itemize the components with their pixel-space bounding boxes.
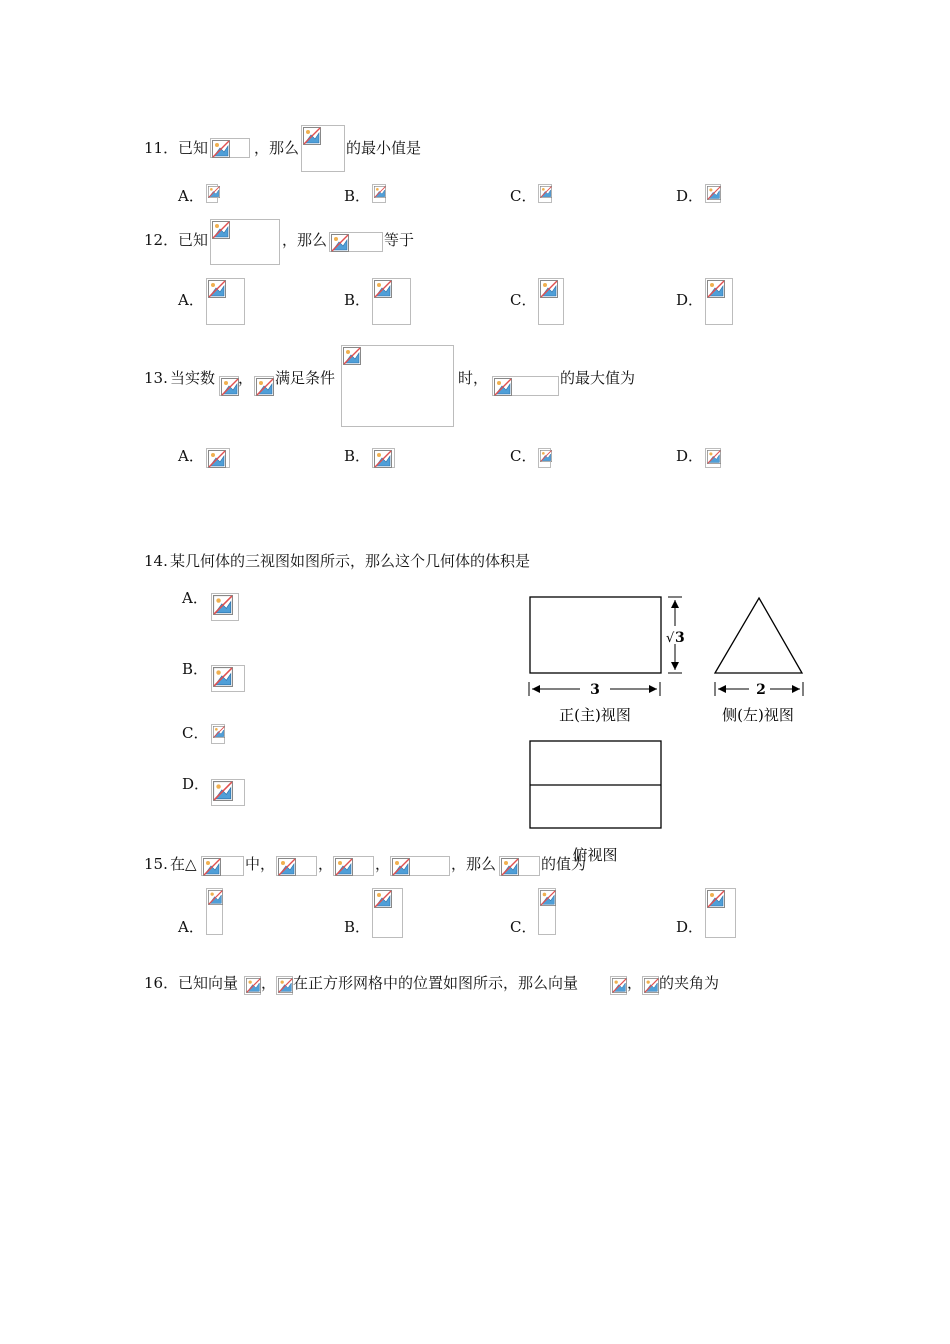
three-view-figure (520, 588, 820, 870)
broken-image-icon (212, 140, 230, 158)
option-image (372, 448, 395, 468)
broken-image-icon (208, 890, 223, 905)
q15-comma-2: ， (375, 855, 391, 873)
front-view-label: 正(主)视图 (559, 706, 631, 724)
q15-option-d: D． (676, 918, 704, 936)
q11-text-pre: 已知 (178, 139, 209, 157)
broken-image-icon (208, 280, 226, 298)
option-image (538, 448, 551, 468)
q15-option-b: B． (344, 918, 371, 936)
q15-text-then: ，那么 (451, 855, 497, 873)
formula-image (201, 856, 244, 876)
side-view-triangle (715, 598, 802, 673)
q15-comma-1: ， (318, 855, 334, 873)
option-image (705, 278, 733, 325)
q15-text-post: 的值为 (541, 855, 587, 873)
q11-option-a: A． (178, 187, 204, 205)
q12-text-pre: 已知 (178, 231, 209, 249)
broken-image-icon (540, 280, 558, 298)
q13-option-a: A． (178, 447, 204, 465)
option-image (206, 278, 245, 325)
broken-image-icon (374, 186, 386, 198)
broken-image-icon (256, 378, 274, 396)
q13-comma: ， (238, 369, 254, 387)
q15-text-pre: 在△ (170, 855, 197, 873)
broken-image-icon (540, 890, 556, 906)
option-image (372, 888, 403, 938)
broken-image-icon (707, 280, 725, 298)
q11-text-mid: ，那么 (254, 139, 300, 157)
formula-image (276, 976, 293, 995)
option-image (206, 448, 230, 468)
q13-text-when: 时， (458, 369, 489, 387)
formula-image (219, 376, 239, 396)
broken-image-icon (374, 450, 392, 468)
side-view-label: 侧(左)视图 (722, 706, 794, 724)
formula-image (276, 856, 317, 876)
q16-comma-1: ， (261, 974, 277, 992)
formula-image (390, 856, 450, 876)
broken-image-icon (644, 978, 659, 993)
broken-image-icon (612, 978, 627, 993)
broken-image-icon (707, 450, 721, 464)
broken-image-icon (707, 186, 721, 200)
q12-option-c: C． (510, 291, 537, 309)
broken-image-icon (501, 858, 519, 876)
formula-image (499, 856, 540, 876)
q14-option-d: D． (182, 775, 210, 793)
q13-option-d: D． (676, 447, 704, 465)
formula-image (301, 125, 345, 172)
broken-image-icon (707, 890, 725, 908)
broken-image-icon (203, 858, 221, 876)
broken-image-icon (246, 978, 261, 993)
front-height-label: 3 (675, 630, 685, 646)
option-image (705, 888, 736, 938)
q14-option-b: B． (182, 660, 209, 678)
formula-image (341, 345, 454, 427)
q16-text-mid: 在正方形网格中的位置如图所示，那么向量 (293, 974, 579, 992)
broken-image-icon (540, 186, 552, 198)
q11-option-d: D． (676, 187, 704, 205)
option-image (211, 593, 239, 621)
broken-image-icon (303, 127, 321, 145)
q11-number: 11． (144, 139, 179, 157)
formula-image (492, 376, 559, 396)
q11-text-post: 的最小值是 (346, 139, 422, 157)
option-image (705, 184, 721, 203)
option-image (372, 184, 386, 203)
broken-image-icon (331, 234, 349, 252)
broken-image-icon (343, 347, 361, 365)
q15-option-c: C． (510, 918, 537, 936)
option-image (206, 184, 218, 203)
q15-number: 15. (144, 855, 168, 873)
top-view-label: 俯视图 (572, 846, 618, 864)
option-image (206, 888, 223, 935)
q15-text-mid: 中， (245, 855, 276, 873)
q11-option-c: C． (510, 187, 537, 205)
q16-text-pre: 已知向量 (178, 974, 239, 992)
q14-option-a: A． (182, 589, 208, 607)
option-image (538, 278, 564, 325)
q12-option-b: B． (344, 291, 371, 309)
broken-image-icon (213, 667, 233, 687)
option-image (211, 724, 225, 744)
option-image (211, 665, 245, 692)
q12-option-d: D． (676, 291, 704, 309)
broken-image-icon (278, 978, 293, 993)
formula-image (244, 976, 261, 995)
q15-option-a: A． (178, 918, 204, 936)
formula-image (210, 219, 280, 265)
formula-image (254, 376, 274, 396)
q14-option-c: C． (182, 724, 209, 742)
q13-option-b: B． (344, 447, 371, 465)
option-image (211, 779, 245, 806)
formula-image (333, 856, 374, 876)
broken-image-icon (213, 726, 225, 738)
q13-option-c: C． (510, 447, 537, 465)
side-width-label: 2 (756, 682, 766, 698)
q12-option-a: A． (178, 291, 204, 309)
front-view-rect (530, 597, 661, 673)
broken-image-icon (213, 781, 233, 801)
broken-image-icon (208, 186, 220, 198)
broken-image-icon (374, 890, 392, 908)
q16-number: 16． (144, 974, 179, 992)
option-image (372, 278, 411, 325)
formula-image (329, 232, 383, 252)
formula-image (210, 138, 250, 158)
broken-image-icon (208, 450, 226, 468)
broken-image-icon (212, 221, 230, 239)
broken-image-icon (213, 595, 233, 615)
broken-image-icon (278, 858, 296, 876)
q11-option-b: B． (344, 187, 371, 205)
broken-image-icon (494, 378, 512, 396)
q13-text-cond: 满足条件 (275, 369, 336, 387)
q16-comma-2: ， (627, 974, 643, 992)
broken-image-icon (392, 858, 410, 876)
q12-number: 12． (144, 231, 179, 249)
broken-image-icon (374, 280, 392, 298)
option-image (705, 448, 721, 468)
broken-image-icon (221, 378, 239, 396)
front-width-label: 3 (590, 682, 600, 698)
q14-number: 14. (144, 552, 168, 570)
q14-text: 某几何体的三视图如图所示，那么这个几何体的体积是 (170, 552, 531, 570)
q13-text-pre: 当实数 (170, 369, 216, 387)
q13-number: 13. (144, 369, 168, 387)
option-image (538, 184, 552, 203)
broken-image-icon (335, 858, 353, 876)
formula-image (610, 976, 627, 995)
q13-text-post: 的最大值为 (560, 369, 636, 387)
broken-image-icon (540, 450, 552, 462)
sqrt-sign: √ (666, 631, 675, 646)
q12-text-post: 等于 (384, 231, 415, 249)
q16-text-post: 的夹角为 (659, 974, 720, 992)
formula-image (642, 976, 659, 995)
option-image (538, 888, 556, 935)
q12-text-mid: ，那么 (282, 231, 328, 249)
